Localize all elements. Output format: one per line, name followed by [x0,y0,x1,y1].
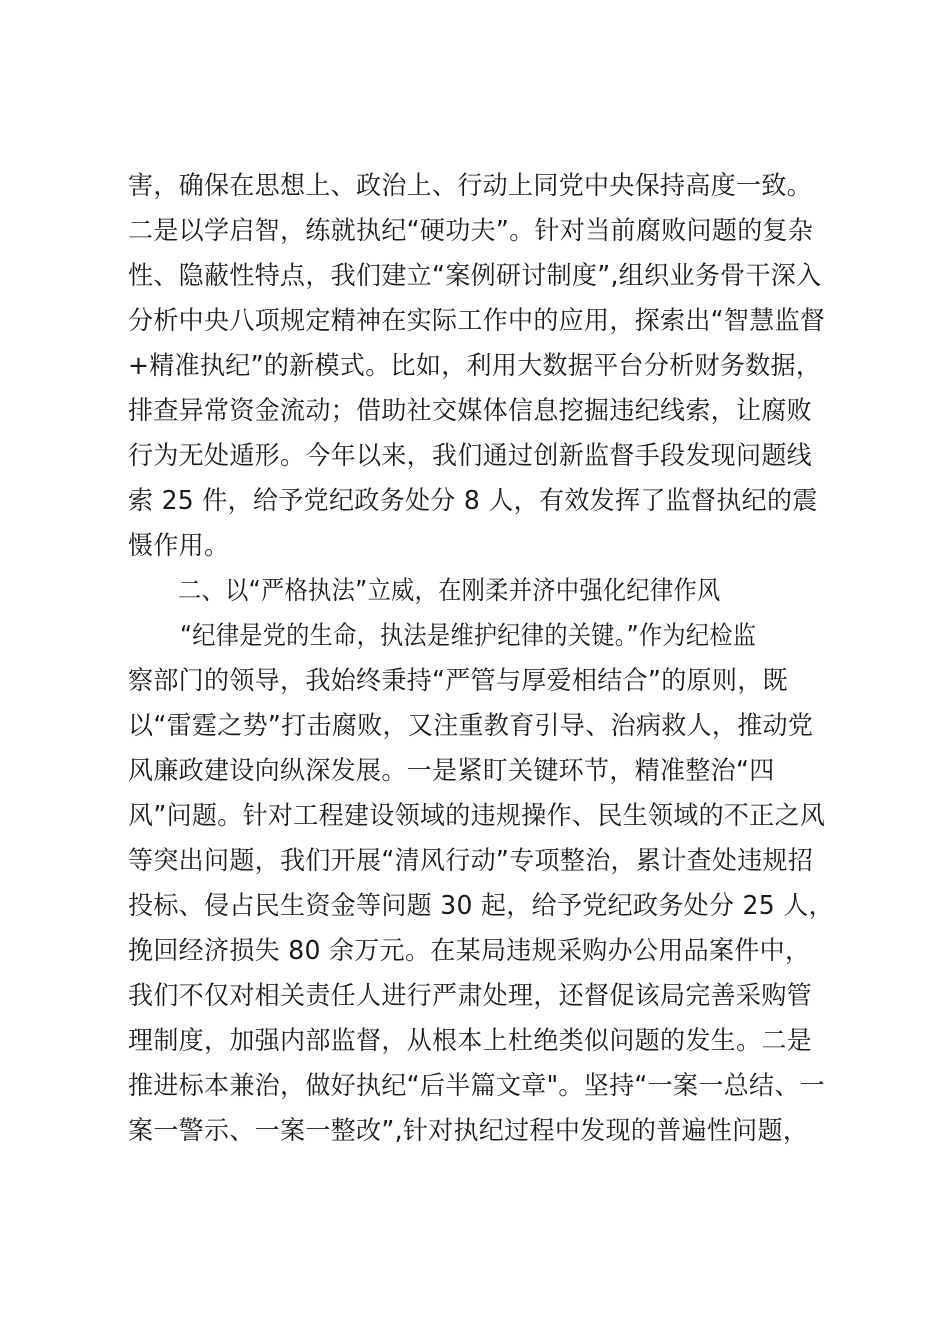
text-line: 等突出问题，我们开展“清风行动”专项整治，累计查处违规招 [128,846,814,876]
text-line: 理制度，加强内部监督，从根本上杜绝类似问题的发生。二是 [128,1026,813,1056]
text-line: 害，确保在思想上、政治上、行动上同党中央保持高度一致。 [128,171,813,201]
text-line: +精准执纪”的新模式。比如，利用大数据平台分析财务数据， [128,351,822,381]
text-line: 性、隐蔽性特点，我们建立“案例研讨制度”,组织业务骨干深入 [128,261,822,291]
text-line: 以“雷霆之势”打击腐败，又注重教育引导、治病救人，推动党 [128,711,814,741]
text-line: 察部门的领导，我始终秉持“严管与厚爱相结合”的原则，既 [128,666,788,696]
text-line: 分析中央八项规定精神在实际工作中的应用，探索出“智慧监督 [128,306,826,336]
text-line: “纪律是党的生命，执法是维护纪律的关键。”作为纪检监 [180,621,757,651]
text-line: 我们不仅对相关责任人进行严肃处理，还督促该局完善采购管 [128,981,813,1011]
text-line: 排查异常资金流动；借助社交媒体信息挖掘违纪线索，让腐败 [128,396,813,426]
text-line: 索 25 件，给予党纪政务处分 8 人，有效发挥了监督执纪的震 [128,486,818,516]
text-line: 挽回经济损失 80 余万元。在某局违规采购办公用品案件中， [128,936,811,966]
text-line: 风”问题。针对工程建设领域的违规操作、民生领域的不正之风 [128,801,826,831]
text-line: 行为无处遁形。今年以来，我们通过创新监督手段发现问题线 [128,441,813,471]
text-line: 推进标本兼治，做好执纪“后半篇文章"。坚持“一案一总结、一 [128,1071,826,1101]
section-heading: 二、以“严格执法”立威，在刚柔并济中强化纪律作风 [178,576,721,606]
text-line: 案一警示、一案一整改”,针对执纪过程中发现的普遍性问题， [128,1116,809,1146]
text-line: 慑作用。 [128,531,230,561]
text-line: 投标、侵占民生资金等问题 30 起，给予党纪政务处分 25 人， [128,891,834,921]
text-line: 二是以学启智，练就执纪“硬功夫”。针对当前腐败问题的复杂 [128,216,814,246]
text-line: 风廉政建设向纵深发展。一是紧盯关键环节，精准整治“四 [128,756,775,786]
